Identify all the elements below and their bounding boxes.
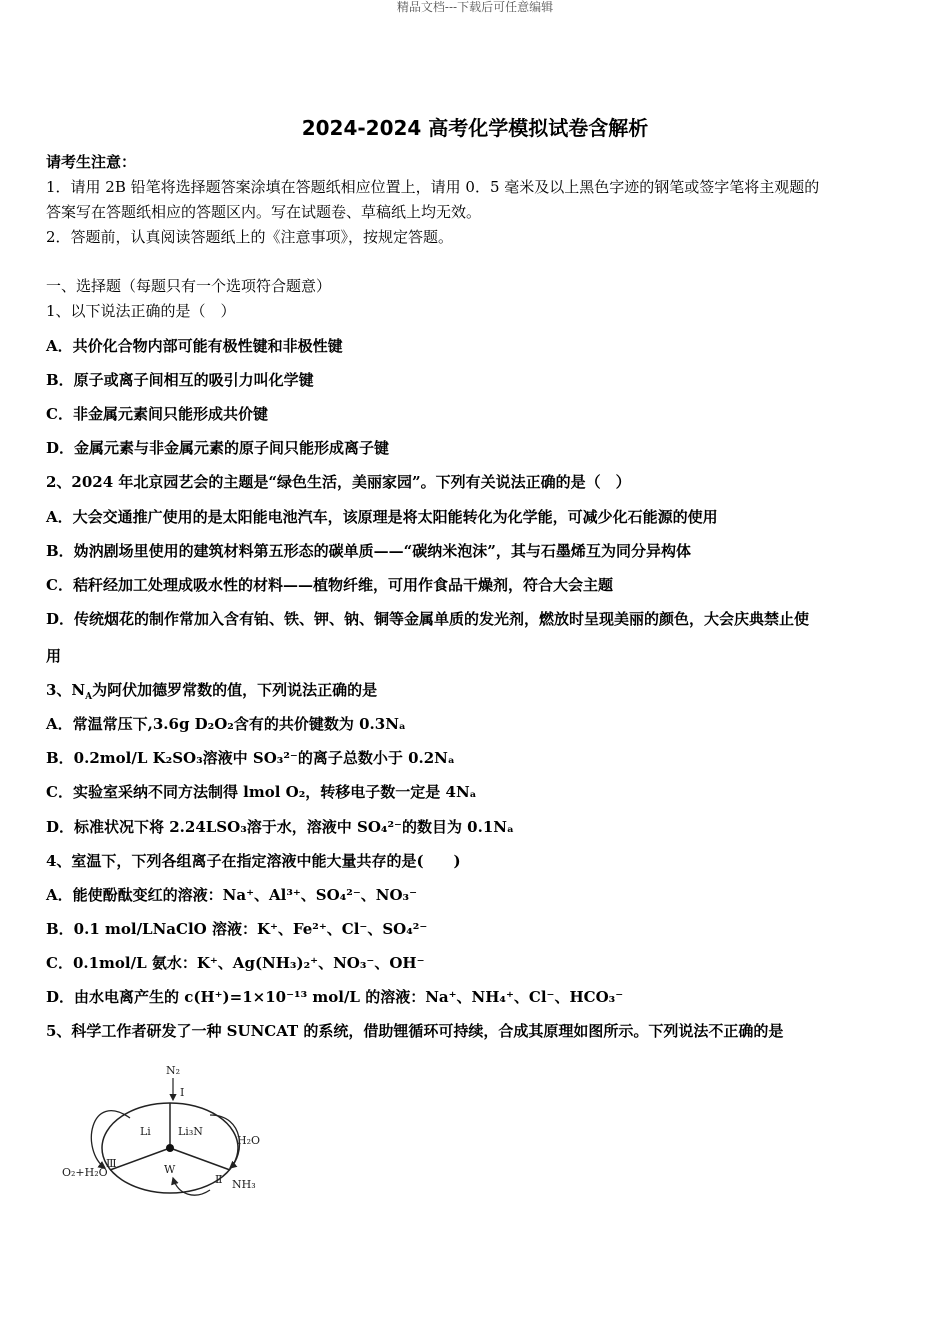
center-node [166,1144,174,1152]
label-w: W [164,1163,176,1176]
label-li: Li [140,1125,151,1138]
label-step-3: Ⅲ [106,1157,117,1170]
q3-option-a: A．常温常压下,3.6g D₂O₂含有的共价键数为 0.3Nₐ [46,715,406,733]
divider-left [110,1148,170,1170]
label-o2-h2o: O₂+H₂O [62,1166,108,1179]
label-h2o: H₂O [237,1134,261,1147]
label-nh3: NH₃ [232,1178,256,1191]
q1-stem: 1、以下说法正确的是（ ） [46,302,236,320]
q4-option-c: C．0.1mol/L 氨水：K⁺、Ag(NH₃)₂⁺、NO₃⁻、OH⁻ [46,954,425,972]
q3-option-c: C．实验室采纳不同方法制得 lmol O₂，转移电子数一定是 4Nₐ [46,783,477,801]
q3-option-d: D．标准状况下将 2.24LSO₃溶于水，溶液中 SO₄²⁻的数目为 0.1Nₐ [46,818,514,836]
notice-item-1a: 1．请用 2B 铅笔将选择题答案涂填在答题纸相应位置上，请用 0．5 毫米及以上黑色字迹的钢笔或签字笔将主观题的 [46,178,820,196]
q2-option-a: A．大会交通推广使用的是太阳能电池汽车，该原理是将太阳能转化为化学能，可减少化石能源的使用 [46,508,718,526]
section-heading: 一、选择题（每题只有一个选项符合题意） [46,277,332,295]
q3-option-b: B．0.2mol/L K₂SO₃溶液中 SO₃²⁻的离子总数小于 0.2Nₐ [46,749,455,767]
label-li3n: Li₃N [178,1125,203,1138]
q4-stem: 4、室温下，下列各组离子在指定溶液中能大量共存的是( ) [46,852,461,870]
q5-stem: 5、科学工作者研发了一种 SUNCAT 的系统，借助锂循环可持续，合成其原理如图所示。下列说法不正确的是 [46,1022,784,1040]
q2-option-d-line1: D．传统烟花的制作常加入含有铂、铁、钾、钠、铜等金属单质的发光剂，燃放时呈现美丽的颜色，大会庆典禁止使 [46,610,810,628]
q1-option-d: D．金属元素与非金属元素的原子间只能形成离子键 [46,439,390,457]
q1-option-c: C．非金属元素间只能形成共价键 [46,405,268,423]
page-title: 2024-2024 高考化学模拟试卷含解析 [301,116,649,140]
q2-option-b: B．妫汭剧场里使用的建筑材料第五形态的碳单质——“碳纳米泡沫”，其与石墨烯互为同分异构体 [46,542,691,560]
q2-stem: 2、2024 年北京园艺会的主题是“绿色生活，美丽家园”。下列有关说法正确的是（ ） [46,473,631,491]
q4-option-d: D．由水电离产生的 c(H⁺)=1×10⁻¹³ mol/L 的溶液：Na⁺、NH₄⁺、Cl⁻、HCO₃⁻ [46,988,624,1006]
notice-item-2: 2．答题前，认真阅读答题纸上的《注意事项》，按规定答题。 [46,228,454,246]
notice-item-1b: 答案写在答题纸相应的答题区内。写在试题卷、草稿纸上均无效。 [46,203,482,221]
label-step-2: Ⅱ [215,1173,223,1186]
q1-option-a: A．共价化合物内部可能有极性键和非极性键 [46,337,343,355]
notice-heading: 请考生注意： [46,153,137,171]
q4-option-b: B．0.1 mol/LNaClO 溶液：K⁺、Fe²⁺、Cl⁻、SO₄²⁻ [46,920,428,938]
q4-option-a: A．能使酚酞变红的溶液：Na⁺、Al³⁺、SO₄²⁻、NO₃⁻ [46,886,418,904]
suncat-cycle-diagram [60,1060,270,1200]
label-n2: N₂ [166,1064,181,1077]
divider-right [170,1148,230,1170]
q2-option-c: C．秸秆经加工处理成吸水性的材料——植物纤维，可用作食品干燥剂，符合大会主题 [46,576,613,594]
q1-option-b: B．原子或离子间相互的吸引力叫化学键 [46,371,314,389]
header-note: 精品文档---下载后可任意编辑 [396,0,554,14]
q2-option-d-line2: 用 [46,647,62,665]
label-step-1: I [180,1086,185,1099]
q3-stem: 3、$N_A$为阿伏加德罗常数的值，下列说法正确的是 [46,681,378,702]
